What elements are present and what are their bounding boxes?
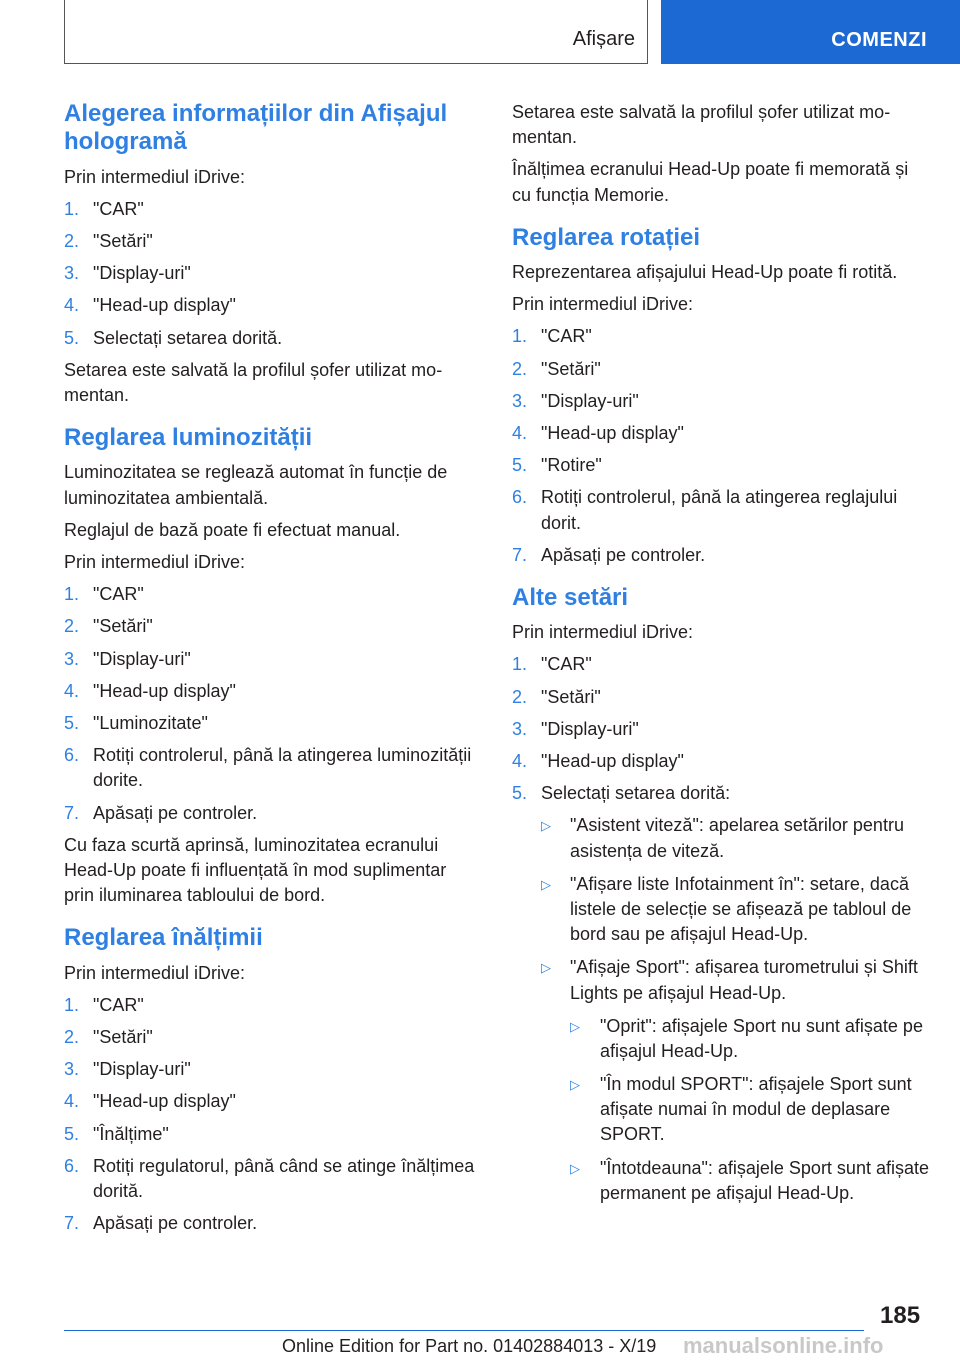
option-text: "Afișare liste Infotainment în": setare, dacă listele de selecție se afișează pe tabloul de bord sau pe afișajul Head-Up. <box>570 873 912 945</box>
step-item <box>512 543 930 568</box>
paragraph: Prin intermediul iDrive: <box>64 962 246 983</box>
step-number: 1. <box>64 198 80 219</box>
step-item <box>64 293 478 318</box>
step-text: "CAR" <box>541 654 592 675</box>
step-item <box>512 324 930 349</box>
paragraph: Setarea este salvată la profilul șofer utilizat momentan. <box>512 102 891 148</box>
paragraph: Înălțimea ecranului Head-Up poate fi memorată și cu funcția Memorie. <box>512 159 909 205</box>
step-text: "Setări" <box>93 616 153 637</box>
step-number: 4. <box>512 751 528 771</box>
steps-list <box>512 652 930 806</box>
step-item <box>64 711 478 736</box>
right-column <box>512 100 930 1214</box>
step-text: "Head-up display" <box>541 751 684 771</box>
option-item <box>541 955 930 1206</box>
step-number: 5. <box>512 783 528 804</box>
step-text: Rotiți controlerul, până la atingerea reglajului dorit. <box>541 487 898 533</box>
paragraph: Reglajul de bază poate fi efectuat manual. <box>64 519 401 540</box>
step-number: 2. <box>512 686 528 707</box>
step-item <box>64 614 478 639</box>
step-number: 3. <box>64 1059 80 1080</box>
step-text: "Display-uri" <box>541 718 639 739</box>
step-text: "CAR" <box>541 326 592 347</box>
section-title: Reglarea rotației <box>512 223 701 251</box>
paragraph: Cu faza scurtă aprinsă, luminozitatea ecranului Head-Up poate fi influențată în mod suplimentar prin iluminarea tabloului de bord. <box>64 834 447 906</box>
step-number: 5. <box>64 1123 80 1144</box>
step-number: 2. <box>512 358 528 379</box>
suboptions-list <box>570 1014 930 1206</box>
step-text: "Head-up display" <box>541 423 684 443</box>
step-text: Selectați setarea dorită. <box>93 327 283 348</box>
step-text: "Head-up display" <box>93 295 236 316</box>
step-item <box>64 801 478 826</box>
section-title: Alte setări <box>512 583 629 611</box>
step-item <box>512 717 930 742</box>
step-item <box>64 261 478 286</box>
step-item <box>64 647 478 672</box>
step-text: "Head-up display" <box>93 680 236 701</box>
option-item <box>541 813 930 863</box>
step-text: "Setări" <box>93 231 153 251</box>
option-text: "Afișaje Sport": afișarea turometrului și Shift Lights pe afișajul Head-Up. <box>570 957 918 1003</box>
step-number: 1. <box>64 994 80 1015</box>
step-item <box>512 421 930 446</box>
suboption-text: "Întotdeauna": afișajele Sport sunt afișate permanent pe afișajul Head-Up. <box>600 1157 929 1203</box>
step-text: "Setări" <box>541 686 601 707</box>
step-text: "Head-up display" <box>93 1091 236 1112</box>
suboption-item <box>570 1014 930 1064</box>
step-item <box>64 229 478 254</box>
step-item <box>64 1122 478 1147</box>
paragraph: Prin intermediul iDrive: <box>512 294 694 315</box>
step-number: 1. <box>512 654 528 675</box>
step-item <box>512 652 930 677</box>
options-list <box>541 813 930 1206</box>
step-number: 7. <box>512 544 528 565</box>
steps-list <box>64 197 478 351</box>
option-item <box>541 872 930 948</box>
left-column <box>64 100 478 1243</box>
arrow-icon: ▷ <box>541 818 551 834</box>
step-text: Rotiți regulatorul, până când se atinge înălțimea dorită. <box>93 1155 475 1201</box>
step-text: Apăsați pe controler. <box>93 802 258 823</box>
step-item <box>64 1089 478 1114</box>
step-number: 3. <box>64 648 80 669</box>
footer-divider <box>64 1330 864 1331</box>
arrow-icon: ▷ <box>570 1018 580 1034</box>
step-text: "Rotire" <box>541 455 602 476</box>
arrow-icon: ▷ <box>570 1077 580 1093</box>
step-text: Rotiți controlerul, până la atingerea luminozității dorite. <box>93 745 472 791</box>
step-item <box>64 1057 478 1082</box>
paragraph: Setarea este salvată la profilul șofer utilizat momentan. <box>64 359 443 405</box>
step-item <box>512 389 930 414</box>
watermark: manualsonline.info <box>683 1333 884 1358</box>
step-text: Selectați setarea dorită: <box>541 783 731 804</box>
step-text: Apăsați pe controler. <box>541 544 706 565</box>
step-number: 5. <box>512 455 528 476</box>
step-item <box>64 197 478 222</box>
section-title: Alegerea informațiilor din Afișajul hologramă <box>64 100 448 156</box>
step-item <box>64 1154 478 1204</box>
suboption-item <box>570 1156 930 1206</box>
suboption-item <box>570 1072 930 1148</box>
step-item <box>512 453 930 478</box>
suboption-text: "Oprit": afișajele Sport nu sunt afișate pe afișajul Head-Up. <box>600 1015 923 1061</box>
step-number: 5. <box>64 327 80 348</box>
step-text: "CAR" <box>93 198 144 219</box>
arrow-icon: ▷ <box>570 1160 580 1176</box>
steps-list <box>64 993 478 1237</box>
step-text: "Setări" <box>93 1026 153 1047</box>
step-item <box>64 743 478 793</box>
steps-list <box>64 582 478 826</box>
step-number: 7. <box>64 1213 80 1234</box>
footer-edition: Online Edition for Part no. 01402884013 - X/19 <box>282 1336 657 1356</box>
chapter-tab[interactable] <box>661 0 960 64</box>
step-text: "CAR" <box>93 584 144 605</box>
step-number: 3. <box>512 718 528 739</box>
step-number: 6. <box>64 1155 80 1176</box>
step-text: Apăsați pe controler. <box>93 1213 258 1234</box>
header-section-box <box>64 0 648 64</box>
option-text: "Asistent viteză": apelarea setărilor pentru asistența de viteză. <box>570 815 904 861</box>
step-text: "Display-uri" <box>93 263 191 284</box>
step-item <box>64 1025 478 1050</box>
step-item <box>64 993 478 1018</box>
step-item <box>512 357 930 382</box>
step-item <box>512 685 930 710</box>
step-item <box>512 485 930 535</box>
step-number: 4. <box>64 295 80 316</box>
step-item <box>64 582 478 607</box>
chapter-tab-label: COMENZI <box>831 29 927 51</box>
header-section-title: Afișare <box>572 28 635 50</box>
paragraph: Prin intermediul iDrive: <box>64 166 246 187</box>
step-number: 2. <box>64 616 80 637</box>
step-number: 4. <box>64 1091 80 1112</box>
step-text: "Setări" <box>541 358 601 379</box>
step-number: 7. <box>64 802 80 823</box>
step-number: 1. <box>64 584 80 605</box>
step-item <box>64 326 478 351</box>
step-item <box>64 679 478 704</box>
step-number: 1. <box>512 326 528 347</box>
paragraph: Prin intermediul iDrive: <box>64 552 246 572</box>
step-number: 4. <box>64 680 80 701</box>
paragraph: Prin intermediul iDrive: <box>512 622 694 643</box>
step-number: 3. <box>512 390 528 411</box>
step-number: 6. <box>512 487 528 508</box>
step-number: 4. <box>512 423 528 443</box>
steps-list <box>512 324 930 568</box>
step-item <box>512 749 930 774</box>
arrow-icon: ▷ <box>541 876 551 892</box>
step-text: "Display-uri" <box>93 648 191 669</box>
paragraph: Luminozitatea se reglează automat în funcție de luminozitatea ambientală. <box>64 462 448 508</box>
page-number: 185 <box>880 1302 921 1329</box>
step-text: "Luminozitate" <box>93 712 208 733</box>
step-number: 2. <box>64 231 80 251</box>
paragraph: Reprezentarea afișajului Head-Up poate fi rotită. <box>512 262 898 283</box>
suboption-text: "În modul SPORT": afișajele Sport sunt afișate numai în modul de deplasare SPORT. <box>600 1074 912 1145</box>
section-title: Reglarea luminozității <box>64 424 313 452</box>
step-number: 2. <box>64 1026 80 1047</box>
step-number: 5. <box>64 712 80 733</box>
step-text: "Înălțime" <box>93 1123 169 1144</box>
section-title: Reglarea înălțimii <box>64 924 263 952</box>
step-number: 3. <box>64 263 80 284</box>
step-number: 6. <box>64 745 80 766</box>
step-text: "CAR" <box>93 994 144 1015</box>
arrow-icon: ▷ <box>541 960 551 976</box>
step-item <box>64 1211 478 1236</box>
step-text: "Display-uri" <box>541 390 639 411</box>
step-text: "Display-uri" <box>93 1059 191 1080</box>
step-item <box>512 781 930 806</box>
